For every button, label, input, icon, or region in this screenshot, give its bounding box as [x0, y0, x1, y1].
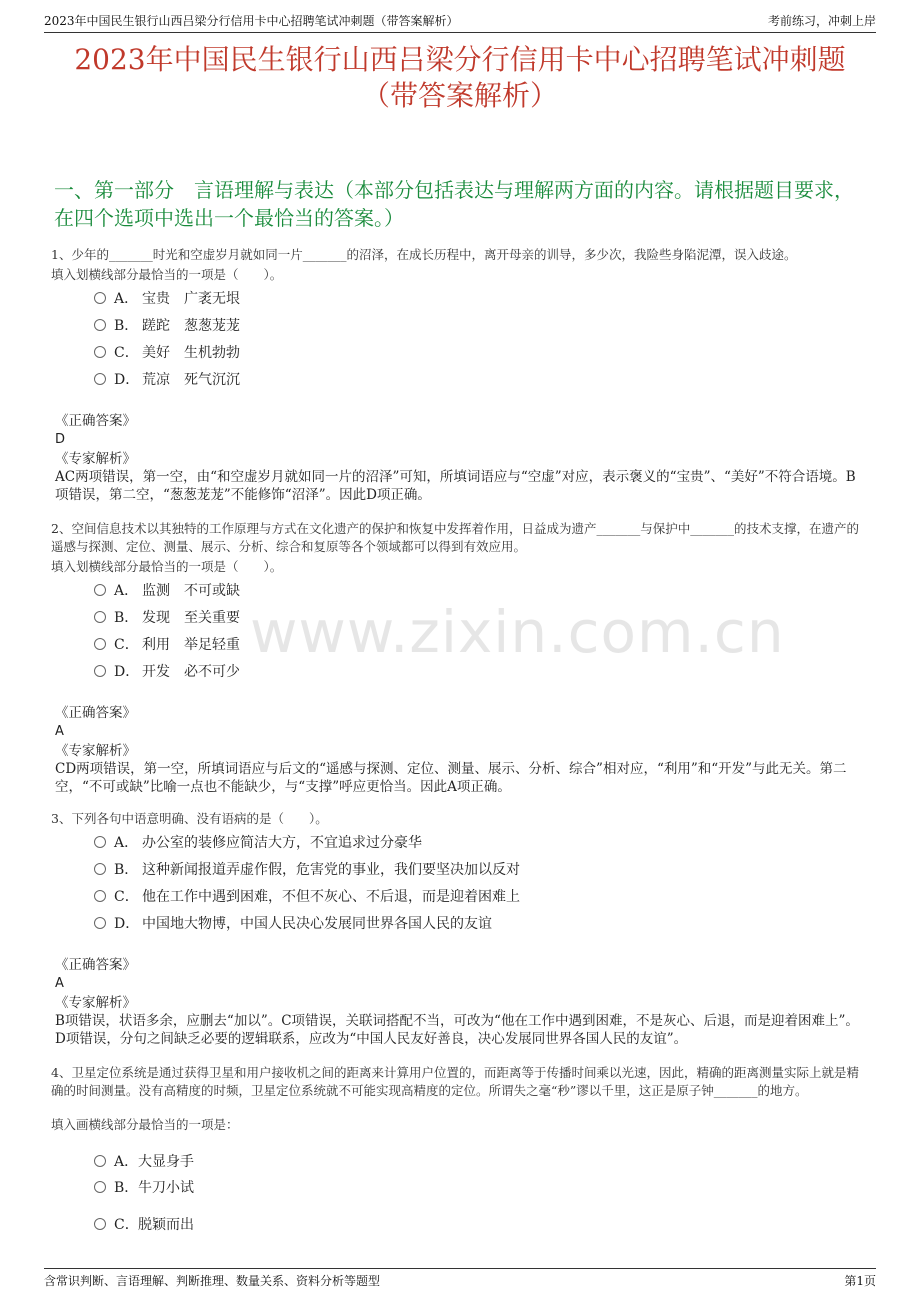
radio-icon[interactable]	[94, 665, 106, 677]
question-1-option-d[interactable]: D． 荒凉 死气沉沉	[94, 369, 240, 389]
question-1-option-a[interactable]: A． 宝贵 广袤无垠	[94, 288, 240, 308]
question-1-prompt: 填入划横线部分最恰当的一项是（ ）。	[51, 267, 283, 282]
question-1-analysis: AC两项错误，第一空，由“和空虚岁月就如同一片的沼泽”可知，所填词语应与“空虚”对应，表示褒义的“宝贵”、“美好”不符合语境。B项错误，第二空，“葱葱茏茏”不能修饰“沼泽”。因此D项正确。	[55, 469, 856, 503]
question-2-option-c[interactable]: C． 利用 举足轻重	[94, 634, 240, 654]
radio-icon[interactable]	[94, 584, 106, 596]
radio-icon[interactable]	[94, 1181, 106, 1193]
question-2-analysis: CD两项错误，第一空，所填词语应与后文的“遥感与探测、定位、测量、展示、分析、综合”相对应，“利用”和“开发”与此无关。第二空，“不可或缺”比喻一点也不能缺少，与“支撑”呼应更恰当。因此A项正确。	[55, 761, 847, 795]
footer-description: 含常识判断、言语理解、判断推理、数量关系、资料分析等题型	[44, 1274, 381, 1288]
radio-icon[interactable]	[94, 319, 106, 331]
question-3-option-b[interactable]: B． 这种新闻报道弄虚作假，危害党的事业，我们要坚决加以反对	[94, 859, 520, 879]
question-1-answer: D	[55, 432, 66, 447]
question-1-option-c[interactable]: C． 美好 生机勃勃	[94, 342, 240, 362]
question-2-option-d[interactable]: D． 开发 必不可少	[94, 661, 240, 681]
page-header	[44, 12, 876, 33]
section-heading: 一、第一部分 言语理解与表达（本部分包括表达与理解两方面的内容。请根据题目要求，在四个选项中选出一个最恰当的答案。）	[54, 178, 854, 230]
question-2-option-a[interactable]: A． 监测 不可或缺	[94, 580, 240, 600]
question-2-answer-label: 《正确答案》	[55, 705, 136, 721]
question-3-stem: 3、下列各句中语意明确、没有语病的是（ ）。	[51, 811, 328, 826]
radio-icon[interactable]	[94, 890, 106, 902]
question-2-answer: A	[55, 724, 64, 739]
question-2-option-b[interactable]: B． 发现 至关重要	[94, 607, 240, 627]
question-4-option-b[interactable]: B．牛刀小试	[94, 1177, 194, 1197]
question-3-analysis-label: 《专家解析》	[55, 995, 136, 1011]
question-3-answer: A	[55, 976, 64, 991]
question-1-stem: 1、少年的_______时光和空虚岁月就如同一片_______的沼泽，在成长历程中，离开母亲的训导，多少次，我险些身陷泥潭，误入歧途。	[51, 247, 797, 262]
radio-icon[interactable]	[94, 1155, 106, 1167]
radio-icon[interactable]	[94, 373, 106, 385]
question-1-analysis-label: 《专家解析》	[55, 451, 136, 467]
question-1-option-b[interactable]: B． 蹉跎 葱葱茏茏	[94, 315, 240, 335]
radio-icon[interactable]	[94, 611, 106, 623]
question-3-option-d[interactable]: D． 中国地大物博，中国人民决心发展同世界各国人民的友谊	[94, 913, 492, 933]
radio-icon[interactable]	[94, 292, 106, 304]
question-1-answer-label: 《正确答案》	[55, 413, 136, 429]
document-title-line1: 2023年中国民生银行山西吕梁分行信用卡中心招聘笔试冲刺题	[74, 43, 846, 76]
question-4-prompt: 填入画横线部分最恰当的一项是：	[51, 1117, 239, 1132]
radio-icon[interactable]	[94, 638, 106, 650]
radio-icon[interactable]	[94, 917, 106, 929]
page-number: 第1页	[844, 1274, 876, 1288]
radio-icon[interactable]	[94, 1218, 106, 1230]
header-slogan: 考前练习，冲刺上岸	[767, 14, 876, 28]
radio-icon[interactable]	[94, 863, 106, 875]
radio-icon[interactable]	[94, 346, 106, 358]
question-3-option-c[interactable]: C． 他在工作中遇到困难，不但不灰心、不后退，而是迎着困难上	[94, 886, 520, 906]
watermark: www.zixin.com.cn	[250, 598, 785, 666]
question-4-option-a[interactable]: A．大显身手	[94, 1151, 194, 1171]
question-4-option-c[interactable]: C．脱颖而出	[94, 1214, 194, 1234]
question-3-analysis: B项错误，状语多余，应删去“加以”。C项错误，关联词搭配不当，可改为“他在工作中遇到困难，不是灰心、后退，而是迎着困难上”。D项错误，分句之间缺乏必要的逻辑联系，应改为“中国人民友好善良，决心发展同世界各国人民的友谊”。	[55, 1013, 859, 1047]
question-2-analysis-label: 《专家解析》	[55, 743, 136, 759]
question-3-answer-label: 《正确答案》	[55, 957, 136, 973]
radio-icon[interactable]	[94, 836, 106, 848]
question-3-option-a[interactable]: A． 办公室的装修应简洁大方，不宜追求过分豪华	[94, 832, 422, 852]
document-title-line2: （带答案解析）	[361, 79, 558, 112]
document-title	[30, 42, 890, 114]
question-2-stem: 2、空间信息技术以其独特的工作原理与方式在文化遗产的保护和恢复中发挥着作用，日益成为遗产_______与保护中_______的技术支撑，在遗产的遥感与探测、定位、测量、展示、分析、综合和复原等各个领域都可以得到有效应用。	[51, 521, 859, 554]
question-4-stem: 4、卫星定位系统是通过获得卫星和用户接收机之间的距离来计算用户位置的，而距离等于传播时间乘以光速，因此，精确的距离测量实际上就是精确的时间测量。没有高精度的时频，卫星定位系统就不可能实现高精度的定位。所谓失之毫“秒”谬以千里，这正是原子钟_______的地方。	[51, 1065, 859, 1098]
header-doc-title: 2023年中国民生银行山西吕梁分行信用卡中心招聘笔试冲刺题（带答案解析）	[44, 14, 459, 28]
question-2-prompt: 填入划横线部分最恰当的一项是（ ）。	[51, 559, 283, 574]
page-footer	[44, 1268, 876, 1292]
